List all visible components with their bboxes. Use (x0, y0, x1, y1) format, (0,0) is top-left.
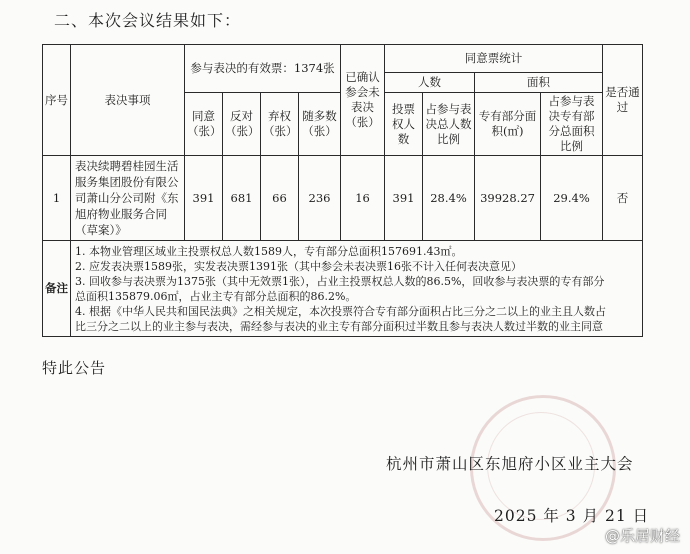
notes-content (71, 241, 643, 337)
header-valid-votes: 参与表决的有效票：1374张 (185, 45, 341, 93)
header-people: 人数 (385, 73, 475, 93)
note-line: 总面积135879.06㎡，占业主专有部分总面积的86.2%。 (75, 289, 357, 303)
watermark: @乐居财经 (604, 527, 680, 545)
cell-majority: 236 (299, 156, 341, 241)
note-line: 2. 应发表决票1589张，实发表决票1391张（其中参会未表决票16张不计入任何表决意见） (75, 259, 522, 273)
note-line: 1. 本物业管理区域业主投票权总人数1589人，专有部分总面积157691.43㎡。 (75, 244, 463, 258)
header-item: 表决事项 (71, 45, 185, 156)
table-row (43, 156, 643, 241)
header-majority: 随多数（张） (299, 93, 341, 156)
header-voter-count: 投票权人数 (385, 93, 423, 156)
header-agree: 同意（张） (185, 93, 223, 156)
cell-item: 表决续聘碧桂园生活服务集团股份有限公司萧山分公司附《东旭府物业服务合同（草案）》 (71, 156, 185, 241)
cell-area: 39928.27 (475, 156, 541, 241)
cell-area-ratio: 29.4% (541, 156, 603, 241)
issue-date: 2025 年 3 月 21 日 (494, 507, 650, 525)
note-line: 比三分之二以上的业主参与表决，需经参与表决的业主专有部分面积过半数且参与表决人数过半数的业主同意 (75, 319, 603, 333)
header-area: 面积 (475, 73, 603, 93)
cell-seq: 1 (43, 156, 71, 241)
header-confirmed-not-voted: 已确认参会未表决（张） (341, 45, 385, 156)
cell-confirmed: 16 (341, 156, 385, 241)
header-area-ratio: 占参与表决专有部分总面积比例 (541, 93, 603, 156)
header-abstain: 弃权（张） (261, 93, 299, 156)
header-area-total: 专有部分面积(㎡) (475, 93, 541, 156)
section-heading: 二、本次会议结果如下： (54, 11, 242, 30)
vote-result-table (42, 44, 643, 337)
cell-voter-count: 391 (385, 156, 423, 241)
note-line: 4. 根据《中华人民共和国民法典》之相关规定，本次投票符合专有部分面积占比三分之二以上的业主且人数占 (75, 304, 606, 318)
cell-oppose: 681 (223, 156, 261, 241)
note-line: 3. 回收参与表决票为1375张（其中无效票1张），占业主投票权总人数的86.5%，回收参与表决票的专有部分 (75, 274, 605, 288)
cell-abstain: 66 (261, 156, 299, 241)
announcement-text: 特此公告 (42, 359, 107, 377)
header-passed: 是否通过 (603, 45, 643, 156)
cell-people-ratio: 28.4% (423, 156, 475, 241)
header-oppose: 反对（张） (223, 93, 261, 156)
header-people-ratio: 占参与表决总人数比例 (423, 93, 475, 156)
issuer-name: 杭州市萧山区东旭府小区业主大会 (386, 455, 634, 473)
cell-result: 否 (603, 156, 643, 241)
cell-agree: 391 (185, 156, 223, 241)
header-seq: 序号 (43, 45, 71, 156)
header-agree-stats: 同意票统计 (385, 45, 603, 73)
notes-label: 备注 (43, 241, 71, 337)
